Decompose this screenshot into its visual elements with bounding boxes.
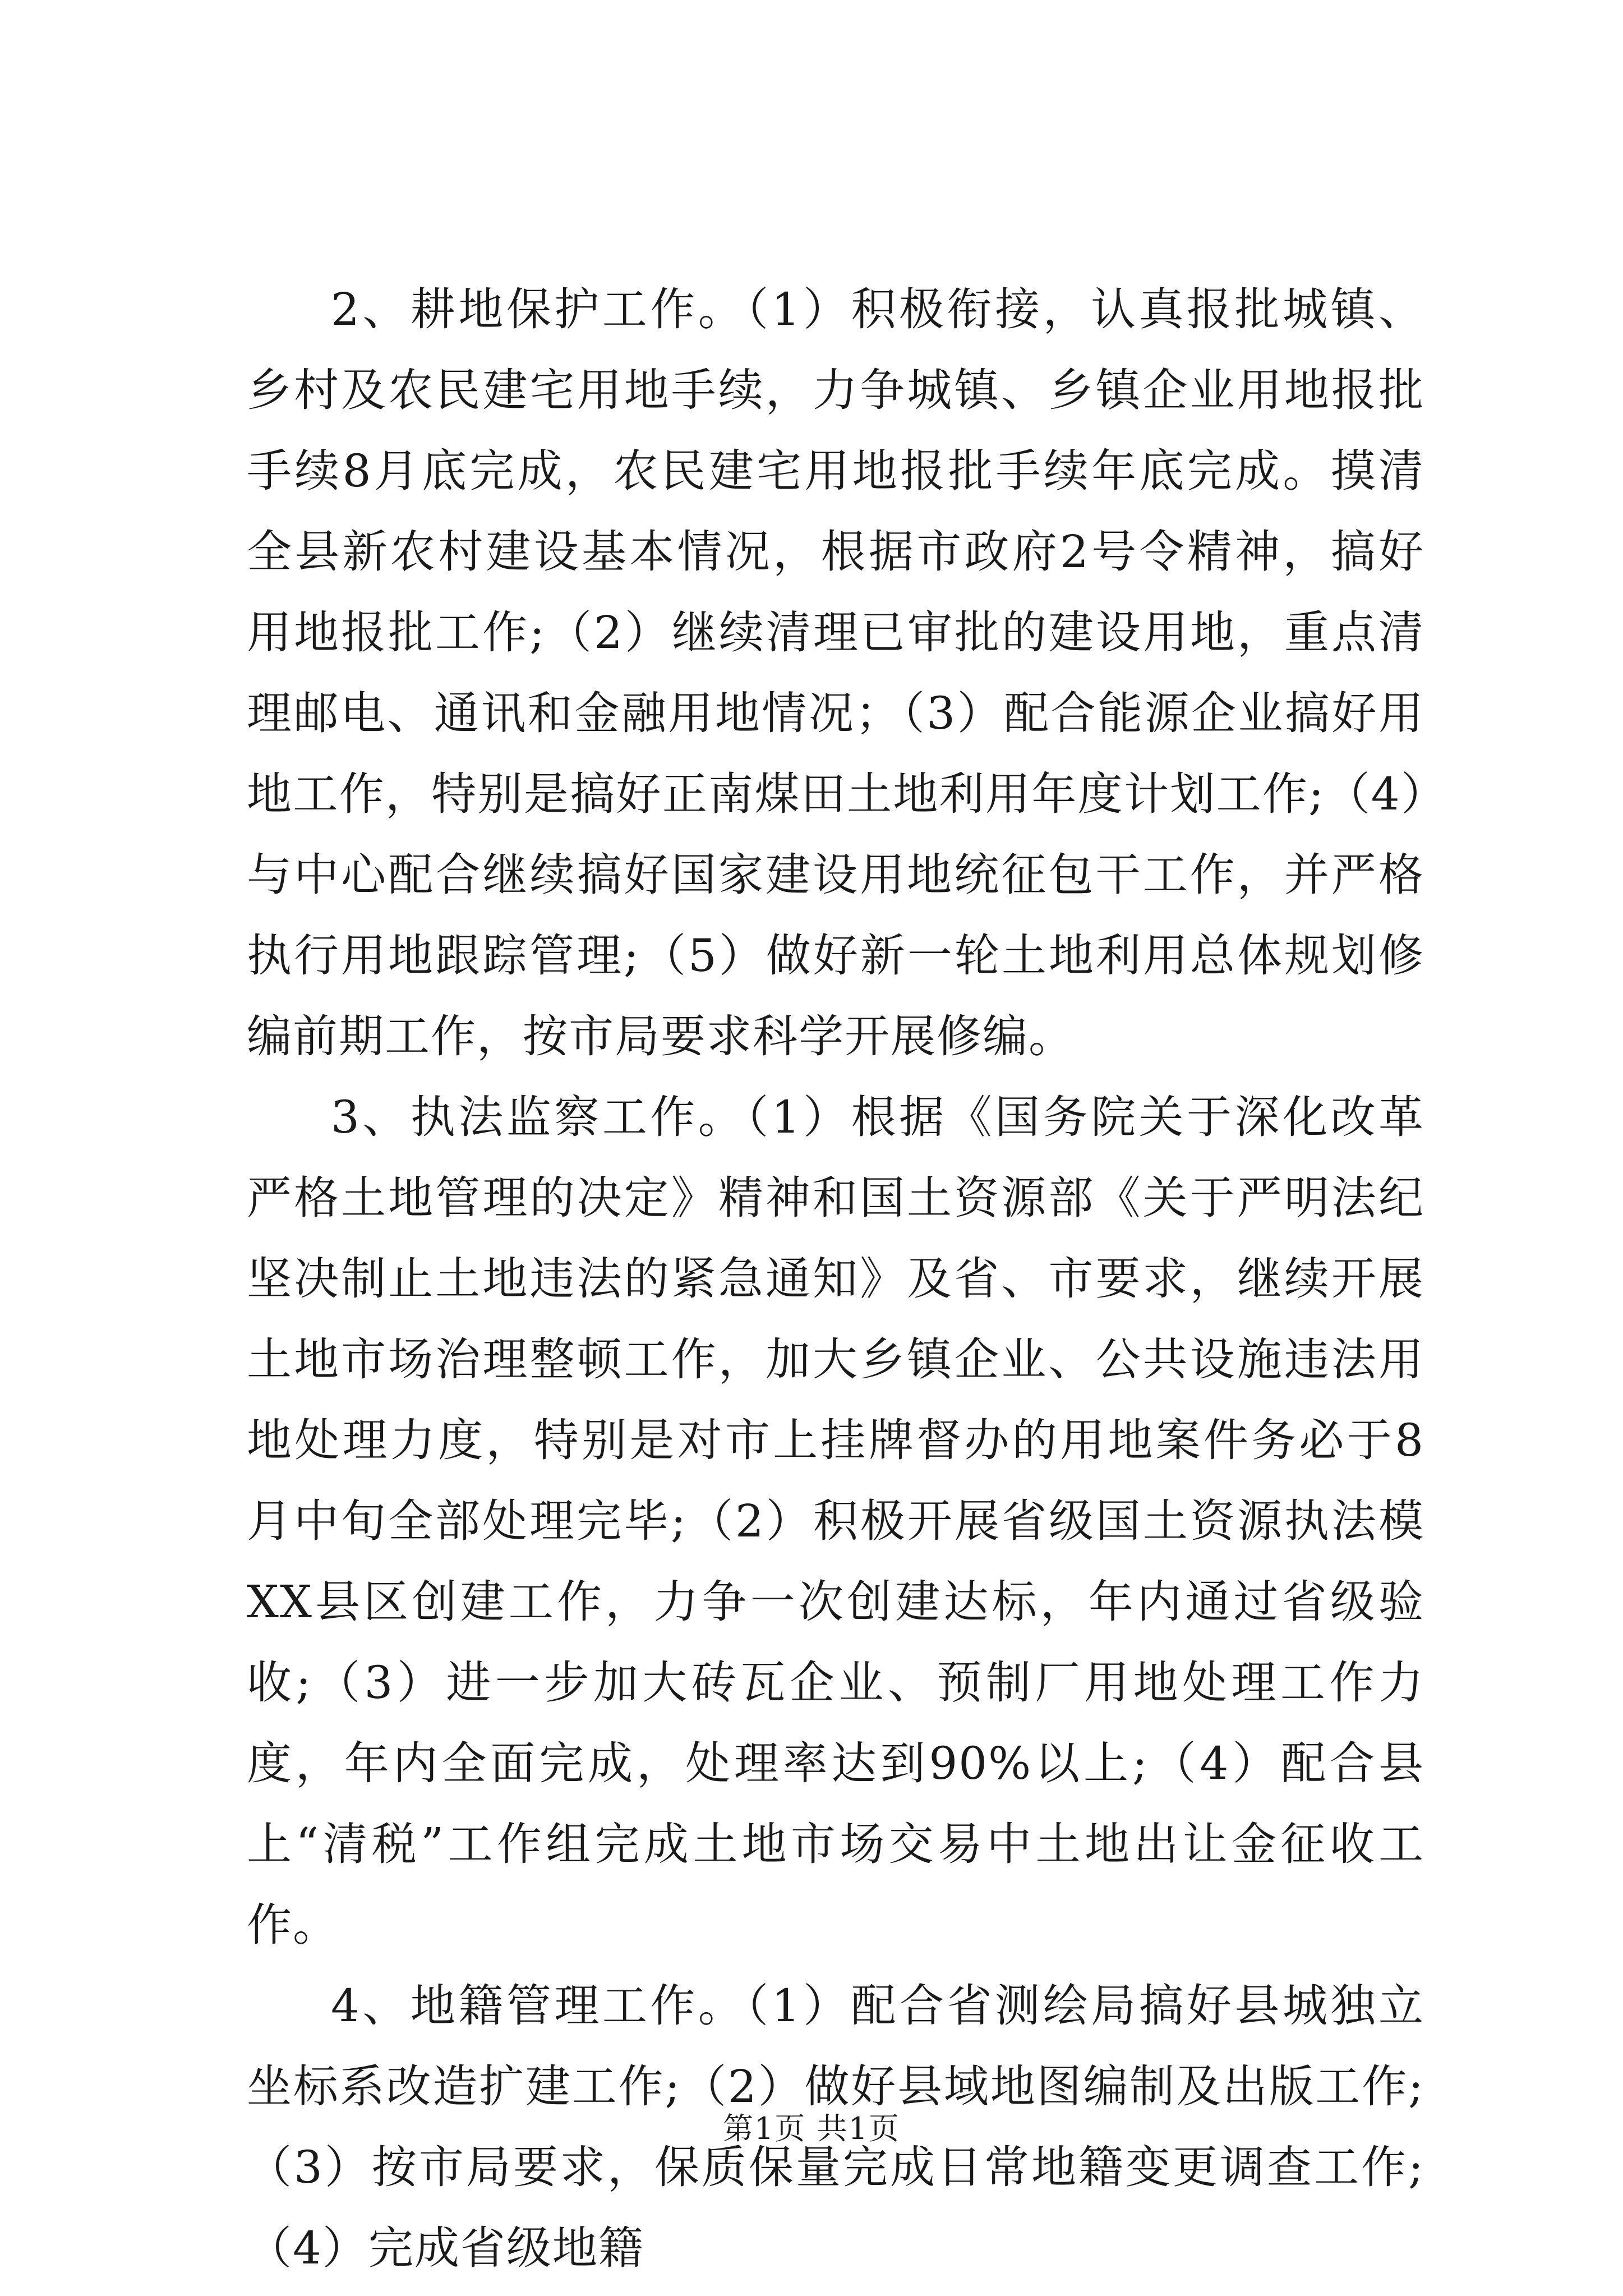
paragraph-law-enforcement: 3、执法监察工作。（1）根据《国务院关于深化改革严格土地管理的决定》精神和国土资源部《关于严明法纪坚决制止土地违法的紧急通知》及省、市要求，继续开展土地市场治理整顿工作，加大乡镇企业、公共设施违法用地处理力度，特别是对市上挂牌督办的用地案件务必于8月中旬全部处理完毕;（2）积极开展省级国土资源执法模XX县区创建工作，力争一次创建达标，年内通过省级验收;（3）进一步加大砖瓦企业、预制厂用地处理工作力度，年内全面完成，处理率达到90%以上;（4）配合县上“清税”工作组完成土地市场交易中土地出让金征收工作。 xyxy=(247,1091,1424,1951)
document-body xyxy=(247,269,1424,2289)
paragraph-cadastral-management: 4、地籍管理工作。（1）配合省测绘局搞好县城独立坐标系改造扩建工作;（2）做好县域地图编制及出版工作;（3）按市局要求，保质保量完成日常地籍变更调查工作;（4）完成省级地籍 xyxy=(247,1980,1424,2274)
page-footer: 第1页 共1页 xyxy=(723,2111,900,2146)
paragraph-farmland-protection: 2、耕地保护工作。（1）积极衔接，认真报批城镇、乡村及农民建宅用地手续，力争城镇、乡镇企业用地报批手续8月底完成，农民建宅用地报批手续年底完成。摸清全县新农村建设基本情况，根据市政府2号令精神，搞好用地报批工作;（2）继续清理已审批的建设用地，重点清理邮电、通讯和金融用地情况；（3）配合能源企业搞好用地工作，特别是搞好正南煤田土地利用年度计划工作;（4）与中心配合继续搞好国家建设用地统征包干工作，并严格执行用地跟踪管理;（5）做好新一轮土地利用总体规划修编前期工作，按市局要求科学开展修编。 xyxy=(247,283,1424,1062)
